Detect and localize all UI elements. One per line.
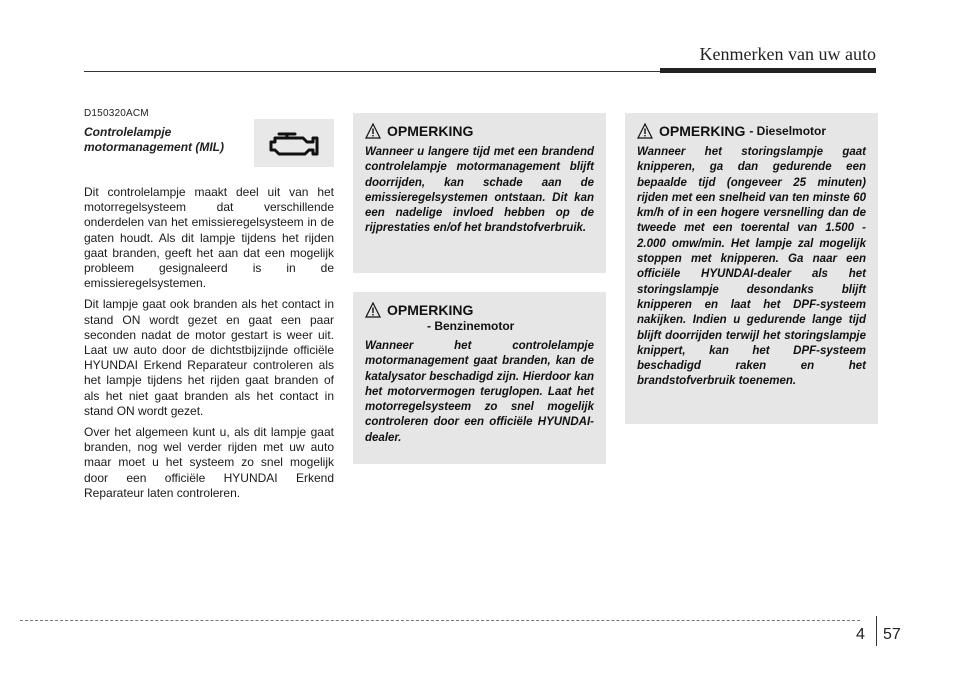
warning-icon [637,123,653,139]
header-rule-accent [660,68,876,73]
note-subtitle: - Dieselmotor [749,124,827,138]
section-body [84,185,334,501]
note-box-petrol [353,292,606,464]
engine-check-icon [254,119,334,167]
note-title: OPMERKING [387,123,474,139]
note-body: Wanneer u langere tijd met een brandend controlelampje motormanagement blijft doorrijden, kan schade aan de emissieregelsystemen ontstaan. Dit kan een nadelige invloed hebben op de rijprestaties en/of het brandstofverbruik. [365,146,594,235]
note-body: Wanneer het storingslampje gaat knipperen, ga dan gedurende een bepaalde tijd (ongeveer 25 minuten) rijden met een snelheid van ten minste 60 km/h of in een hogere versnelling dan de tweede met een toerental van 1.500 - 2.000 omw/min. Het lampje zal mogelijk stoppen met knipperen. Ga naar een officiële HYUNDAI-dealer als het storingslampje desondanks blijft knipperen en laat het DPF-systeem nakijken. Indien u gedurende lange tijd blijft doorrijden terwijl het storingslampje knippert, kan het DPF-systeem beschadigd raken en het brandstofverbruik toenemen. [637,146,866,388]
note-body: Wanneer het controlelampje motormanagement gaat branden, kan de katalysator beschadigd zijn. Hierdoor kan het motorvermogen teruglopen. Laat het motorregelsysteem zo snel mogelijk controleren door een officiële HYUNDAI-dealer. [365,340,594,444]
warning-icon [365,302,381,318]
page-number-separator [876,616,877,646]
warning-icon [365,123,381,139]
section-heading [84,125,254,155]
note-title: OPMERKING [387,302,474,318]
footer-rule [20,620,860,621]
note-title: OPMERKING [659,123,746,139]
note-subtitle: - Benzinemotor [427,319,515,333]
note-box-general [353,113,606,273]
section-heading-line1: Controlelampje [84,125,172,139]
note-box-diesel [625,113,878,424]
main-column [84,108,334,507]
body-paragraph: Dit lampje gaat ook branden als het contact in stand ON wordt gezet en gaat een paar seconden nadat de motor gestart is weer uit. Laat uw auto door de dichtstbijzijnde officiële HYUNDAI Erkend Reparateur controleren als het lampje tijdens het rijden gaat branden of als het niet gaat branden als het contact in stand ON wordt gezet. [84,297,334,418]
chapter-header-title: Kenmerken van uw auto [699,44,876,64]
body-paragraph: Over het algemeen kunt u, als dit lampje gaat branden, nog wel verder rijden met uw auto maar moet u het systeem zo snel mogelijk door een officiële HYUNDAI Erkend Reparateur laten controleren. [84,425,334,500]
section-heading-line2: motormanagement (MIL) [84,140,225,154]
header-rule [84,71,660,72]
chapter-number: 4 [856,626,865,643]
body-paragraph: Dit controlelampje maakt deel uit van het motorregelsysteem dat verschillende onderdelen van het emissieregelsysteem in de gaten houdt. Als dit lampje tijdens het rijden gaat branden, geeft het aan dat een mogelijk probleem gesignaleerd is in de emissieregelsystemen. [84,185,334,291]
section-code: D150320ACM [84,108,149,119]
page-number: 57 [883,626,901,643]
section-heading-row [84,125,334,171]
